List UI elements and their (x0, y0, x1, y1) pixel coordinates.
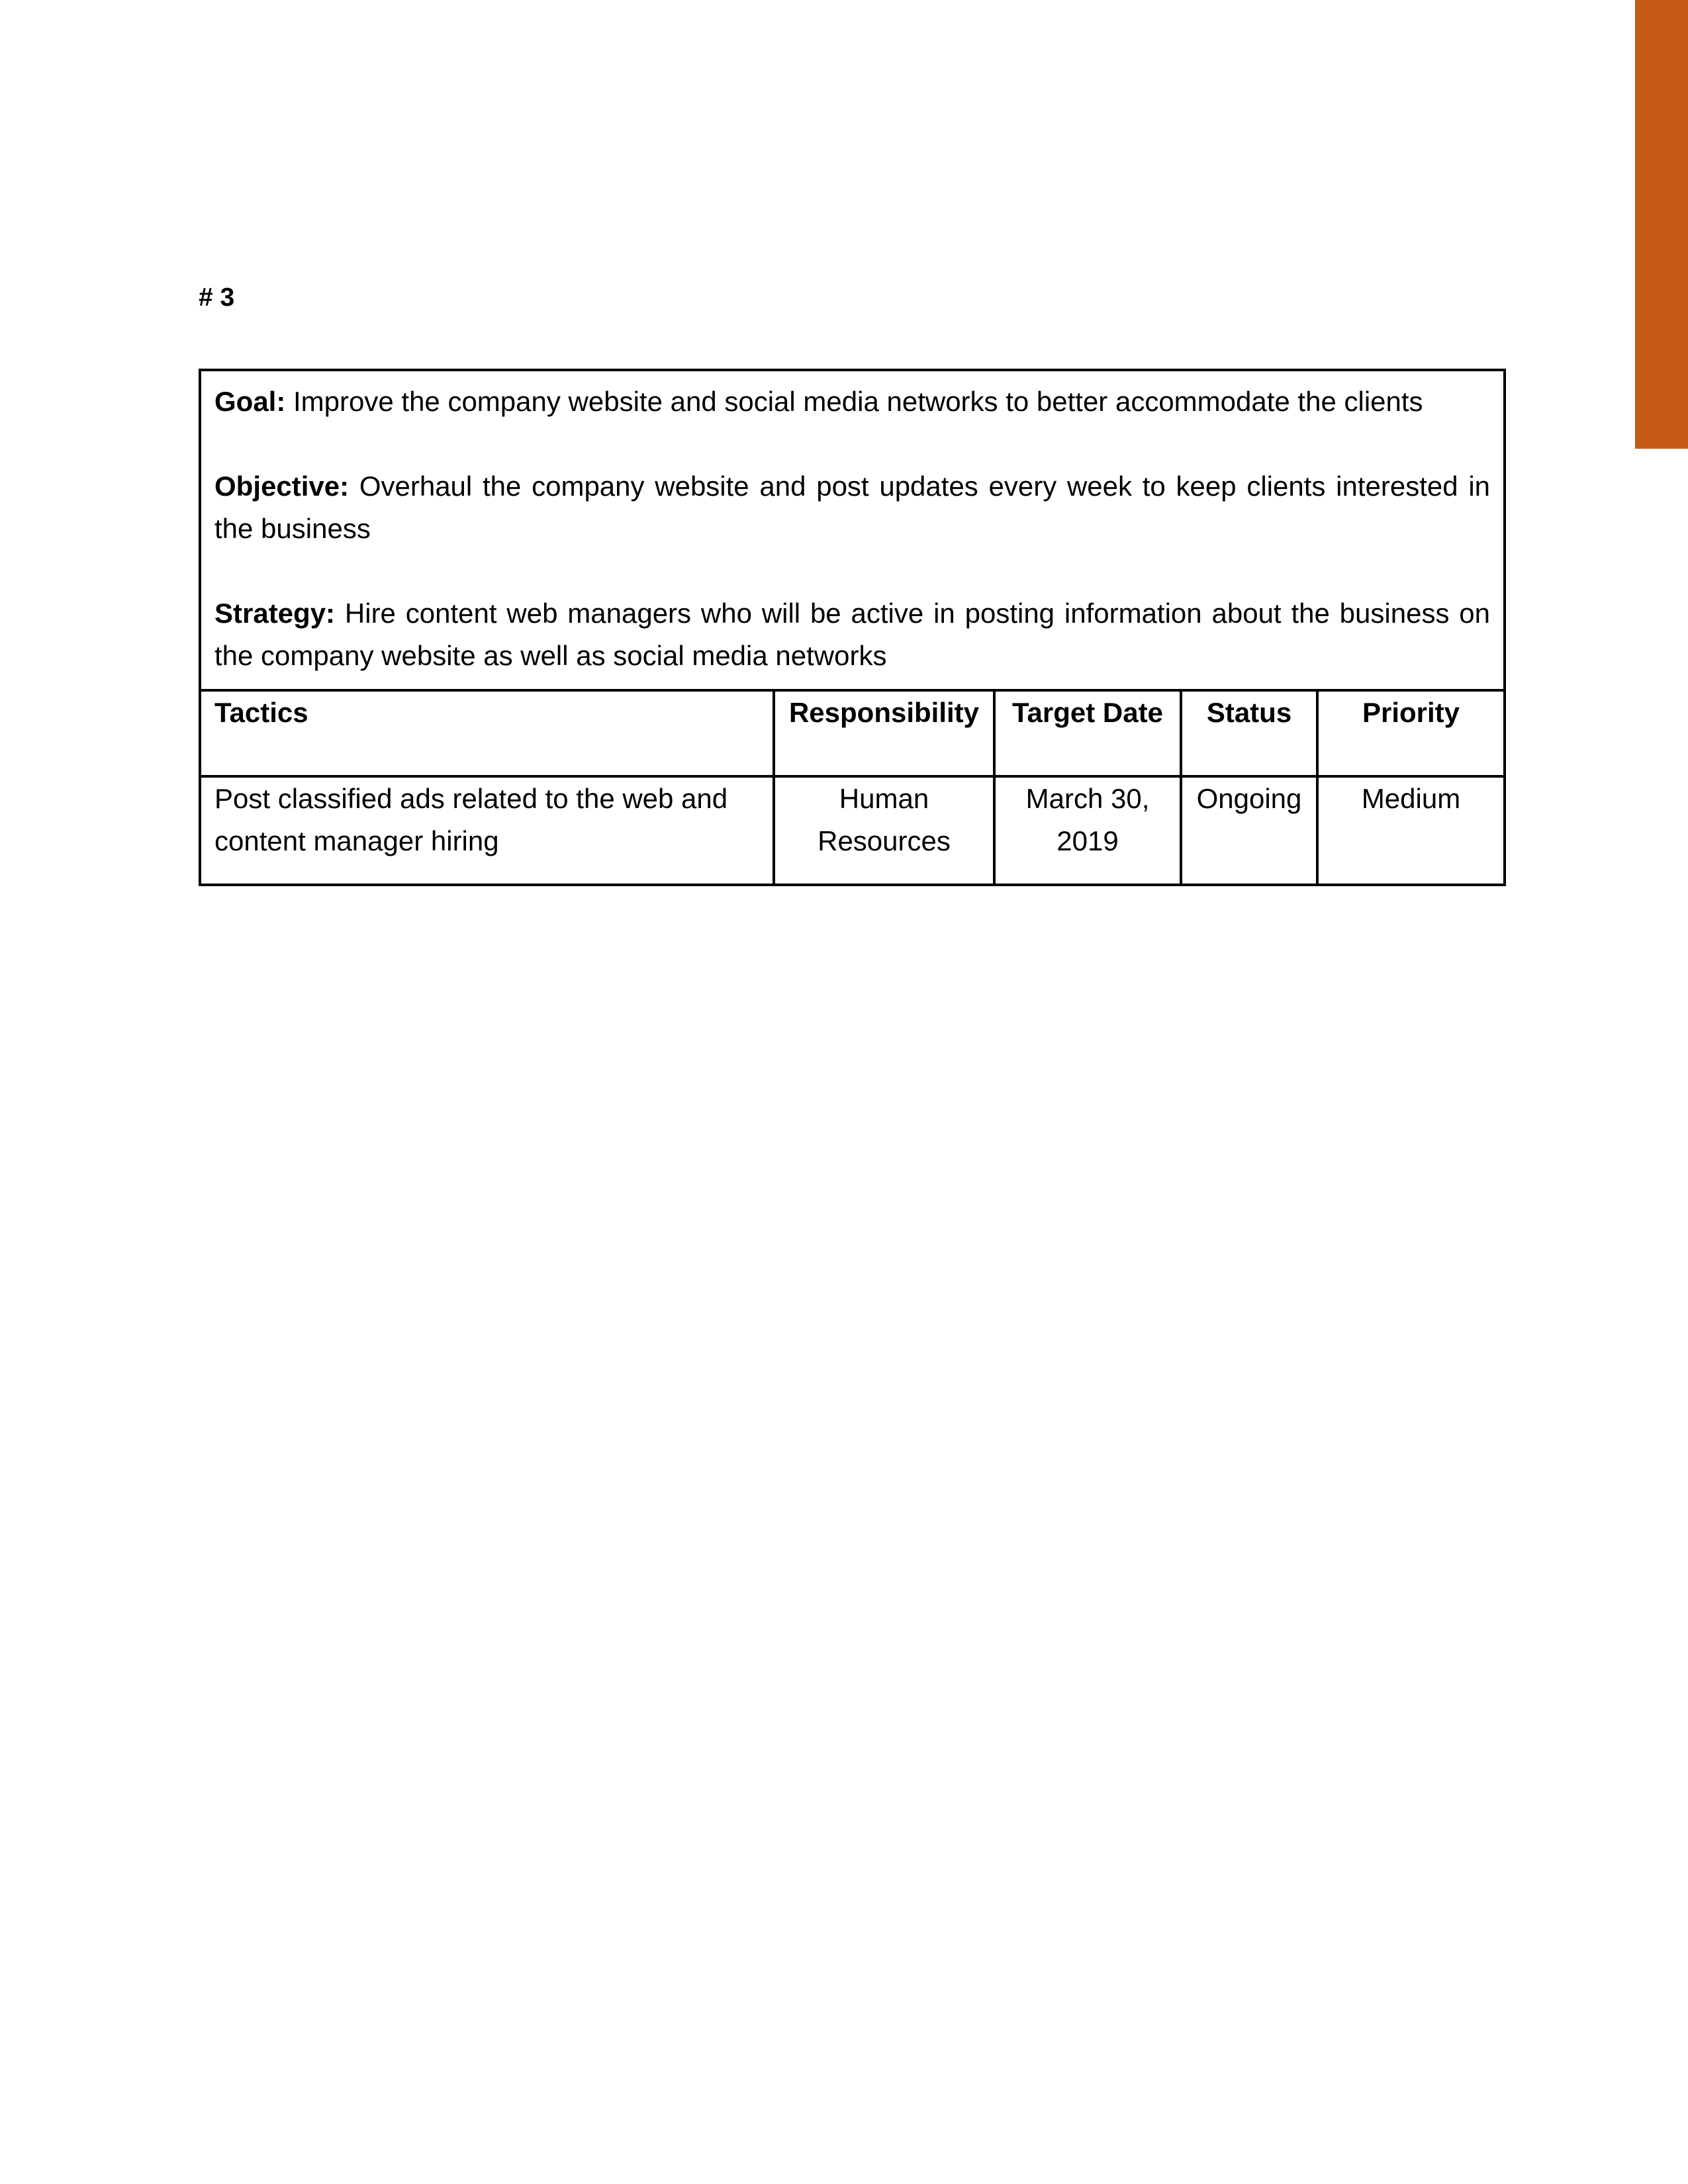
intro-row (200, 370, 1505, 690)
goal-text: Improve the company website and social media networks to better accommodate the clients (285, 386, 1423, 417)
side-tab-accent (1635, 0, 1688, 449)
goal-paragraph (214, 381, 1490, 423)
cell-responsibility: Human Resources (774, 776, 994, 885)
table-row (200, 776, 1505, 885)
header-priority: Priority (1317, 690, 1505, 776)
section-number: # 3 (199, 283, 235, 312)
strategy-text: Hire content web managers who will be active in posting information about the business on the company website as well as social media networks (214, 598, 1491, 671)
header-responsibility: Responsibility (774, 690, 994, 776)
header-status: Status (1181, 690, 1317, 776)
objective-label: Objective: (214, 471, 350, 502)
strategy-label: Strategy: (214, 598, 336, 629)
cell-status: Ongoing (1181, 776, 1317, 885)
cell-target-date: March 30, 2019 (994, 776, 1181, 885)
cell-tactic: Post classified ads related to the web and content manager hiring (200, 776, 774, 885)
objective-paragraph (214, 465, 1490, 550)
goal-label: Goal: (214, 386, 286, 417)
cell-priority: Medium (1317, 776, 1505, 885)
strategy-paragraph (214, 592, 1490, 677)
objective-text: Overhaul the company website and post updates every week to keep clients interested in the business (214, 471, 1491, 544)
intro-cell (200, 370, 1505, 690)
header-target-date: Target Date (994, 690, 1181, 776)
header-tactics: Tactics (200, 690, 774, 776)
table-header-row (200, 690, 1505, 776)
plan-table (199, 369, 1506, 886)
